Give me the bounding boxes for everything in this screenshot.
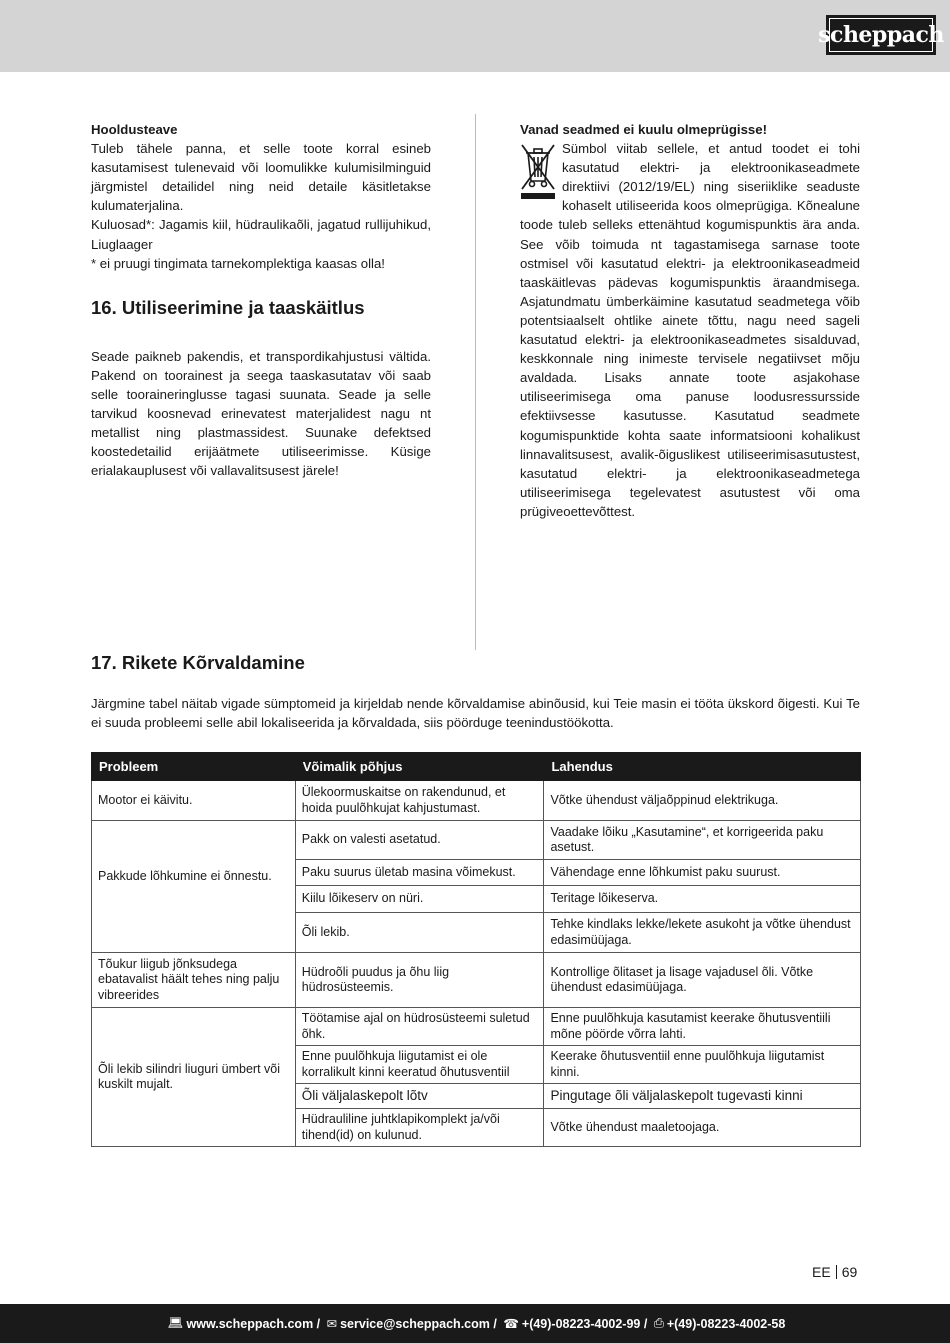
- cause-cell: Kiilu lõikeserv on nüri.: [295, 886, 544, 913]
- solution-cell: Pingutage õli väljalaskepolt tugevasti kinni: [544, 1084, 861, 1109]
- footer-bar: [0, 1304, 950, 1343]
- solution-cell: Võtke ühendust maaletoojaga.: [544, 1109, 861, 1147]
- cause-cell: Töötamise ajal on hüdrosüsteemi suletud õhk.: [295, 1008, 544, 1046]
- page-lang: EE: [812, 1264, 831, 1280]
- fax-icon: ⎙: [653, 1316, 664, 1330]
- page-number: [812, 1264, 857, 1280]
- section-17-title: 17. Rikete Kõrvaldamine: [91, 652, 305, 673]
- solution-cell: Vaadake lõiku „Kasutamine“, et korrigeerida paku asetust.: [544, 821, 861, 860]
- section-17-intro: Järgmine tabel näitab vigade sümptomeid ja kirjeldab nende kõrvaldamise abinõusid, kui Teie masin ei tööta ükskord õigesti. Kui Te ei suuda probleemi selle abil lokaliseerida ja kõrvaldada, siis pöörduge teenindustöökotta.: [91, 696, 860, 730]
- problem-cell: Õli lekib silindri liuguri ümbert või kuskilt mujalt.: [92, 1008, 296, 1147]
- right-column: [520, 120, 860, 521]
- solution-cell: Tehke kindlaks lekke/lekete asukoht ja võtke ühendust edasimüüjaga.: [544, 913, 861, 953]
- problem-cell: Mootor ei käivitu.: [92, 781, 296, 821]
- table-header-row: [92, 753, 861, 781]
- problem-cell: Pakkude lõhkumine ei õnnestu.: [92, 821, 296, 953]
- maintenance-heading: Hooldusteave: [91, 122, 178, 137]
- cause-cell: Õli väljalaskepolt lõtv: [295, 1084, 544, 1109]
- cause-cell: Ülekoormuskaitse on rakendunud, et hoida puulõhkujat kahjustumast.: [295, 781, 544, 821]
- cause-cell: Enne puulõhkuja liigutamist ei ole korralikult kinni keeratud õhutusventiil: [295, 1046, 544, 1084]
- crossed-bin-icon: [520, 141, 556, 201]
- table-row: [92, 821, 861, 860]
- phone-icon: ☎: [503, 1317, 519, 1331]
- cause-cell: Paku suurus ületab masina võimekust.: [295, 860, 544, 886]
- weee-text: Sümbol viitab sellele, et antud toodet ei tohi kasutatud elektri- ja elektroonikaseadmete direktiivi (2012/19/EL) ning siseriiklike seaduste kohaselt utiliseerida koos olmeprügiga. Kõnealune toode tuleb selleks ettenähtud kogumispunktis ära anda. See võib toimuda nt tagastamisega sarnase toote ostmisel või kasutatud elektri- ja elektroonikaseadmeid taaskäitlevas pädevas kogumispunktis äraandmisega. Asjatundmatu ümberkäimine kasutatud seadmetega võib potentsiaalselt ohtlike ainete tõttu, nagu need sageli kasutatud elektri- ja elektroonikaseadmetes sisalduvad, keskkonnale ning inimeste tervisele negatiivset mõju avaldada. Lisaks annate toote asjakohase utiliseerimisega oma panuse loodusressursside efektiivsesse kasutusse. Kasutatud seadmete kogumispunktide kohta saate informatsiooni kohalikust linnavalitsusest, avalik-õiguslikest utiliseerimisasutustest, kasutatud elektri- ja elektroonikaseadmetega utiliseerimisega tegelevatest asutustest või oma prügiveoettevõttest.: [520, 141, 860, 519]
- footer-web[interactable]: www.scheppach.com /: [186, 1316, 321, 1331]
- section-16-text: Seade paikneb pakendis, et transpordikahjustusi vältida. Pakend on toorainest ja seega taaskasutatav või saab selle tooraineringlusse tagasi suunata. Seade ja selle tarvikud koosnevad erinevatest materjalidest nagu nt metallist ning plastmassidest. Suunake defektsed koostedetailid erijäätmete utiliseerimisse. Küsige erialakauplusest või vallavalitsusest järele!: [91, 348, 431, 479]
- solution-cell: Enne puulõhkuja kasutamist keerake õhutusventiili mõne pöörde võrra lahti.: [544, 1008, 861, 1046]
- footnote-text: * ei pruugi tingimata tarnekomplektiga kaasas olla!: [91, 255, 385, 271]
- page-number-value: 69: [841, 1264, 858, 1280]
- table-row: [92, 1008, 861, 1046]
- problem-cell: Tõukur liigub jõnksudega ebatavalist häält tehes ning palju vibreerides: [92, 953, 296, 1008]
- weee-block: [520, 139, 860, 521]
- solution-cell: Teritage lõikeserva.: [544, 886, 861, 913]
- footer-fax: +(49)-08223-4002-58: [666, 1316, 786, 1331]
- weee-heading: Vanad seadmed ei kuulu olmeprügisse!: [520, 122, 767, 137]
- solution-cell: Kontrollige õlitaset ja lisage vajadusel õli. Võtke ühendust edasimüüjaga.: [544, 953, 861, 1008]
- footer-email[interactable]: service@scheppach.com /: [340, 1316, 497, 1331]
- solution-cell: Vähendage enne lõhkumist paku suurust.: [544, 860, 861, 886]
- scheppach-logo: scheppach: [826, 15, 936, 55]
- header-cause: Võimalik põhjus: [295, 753, 544, 781]
- solution-cell: Võtke ühendust väljaõppinud elektrikuga.: [544, 781, 861, 821]
- table-row: [92, 953, 861, 1008]
- column-divider: [475, 114, 476, 650]
- cause-cell: Hüdrauliline juhtklapikomplekt ja/või tihend(id) on kulunud.: [295, 1109, 544, 1147]
- section-16-title: [91, 297, 431, 319]
- section-16-heading: Utiliseerimine ja taaskäitlus: [121, 296, 365, 318]
- page-separator: [836, 1265, 837, 1279]
- cause-cell: Õli lekib.: [295, 913, 544, 953]
- header-bar: [0, 0, 950, 72]
- left-column: [91, 120, 431, 480]
- wear-parts-text: Kuluosad*: Jagamis kiil, hüdraulikaõli, jagatud rullijuhikud, Liuglaager: [91, 217, 431, 252]
- maintenance-text: Tuleb tähele panna, et selle toote korral esineb kasutamisest tulenevaid või loomulikke kulumisilminguid järgmistel detailidel ning neid detaile käsitletakse kulumaterjalina.: [91, 141, 431, 214]
- email-icon: ✉: [326, 1317, 338, 1331]
- cause-cell: Hüdroõli puudus ja õhu liig hüdrosüsteemis.: [295, 953, 544, 1008]
- table-row: [92, 781, 861, 821]
- footer-phone: +(49)-08223-4002-99 /: [521, 1316, 648, 1331]
- header-problem: Probleem: [92, 753, 296, 781]
- header-solution: Lahendus: [544, 753, 861, 781]
- section-16-number: 16.: [91, 296, 117, 318]
- cause-cell: Pakk on valesti asetatud.: [295, 821, 544, 860]
- solution-cell: Keerake õhutusventiil enne puulõhkuja liigutamist kinni.: [544, 1046, 861, 1084]
- troubleshooting-table: [91, 752, 861, 1147]
- laptop-icon: 💻︎: [167, 1316, 184, 1330]
